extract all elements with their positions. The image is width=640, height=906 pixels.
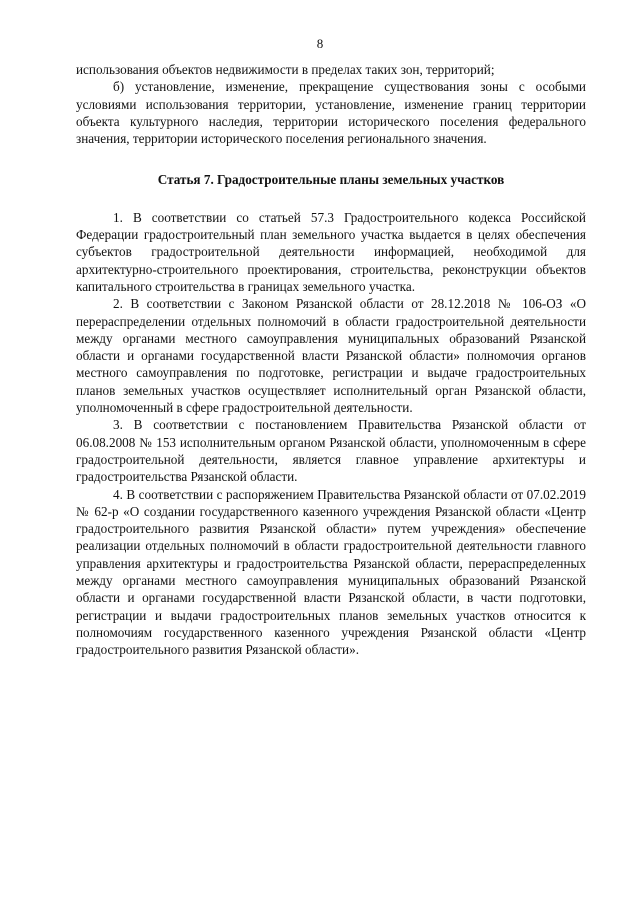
article-paragraph-1: 1. В соответствии со статьей 57.3 Градостроительного кодекса Российской Федерации градостроительный план земельного участка выдается в целях обеспечения субъектов градостроительной деятельности информацией, необходимой для архитектурно-строительного проектирования, строительства, реконструкции объектов капитального строительства в границах земельного участка.: [76, 209, 586, 294]
paragraph-continuation: использования объектов недвижимости в пределах таких зон, территорий;: [76, 62, 495, 77]
document-body: [76, 61, 586, 659]
article-heading: Статья 7. Градостроительные планы земельных участков: [157, 172, 505, 188]
article-paragraph-4: 4. В соответствии с распоряжением Правительства Рязанской области от 07.02.2019 № 62-р «О создании государственного казенного учреждения Рязанской области «Центр градостроительного развития Рязанской области» путем учреждения» обеспечение реализации отдельных полномочий в области градостроительной деятельности главного управления архитектуры и градостроительства Рязанской области, перераспределенных между органами местного самоуправления муниципальных образований Рязанской области и органами государственной власти Рязанской области, в части подготовки, регистрации и выдачи градостроительных планов земельных участков относится к полномочиям государственного казенного учреждения Рязанской области «Центр градостроительного развития Рязанской области».: [76, 486, 586, 658]
article-paragraph-2: 2. В соответствии с Законом Рязанской области от 28.12.2018 № 106-ОЗ «О перераспределении отдельных полномочий в области градостроительной деятельности между органами местного самоуправления муниципальных образований Рязанской области и органами государственной власти Рязанской области» полномочия органов местного самоуправления по подготовке, регистрации и выдаче градостроительных планов земельных участков осуществляет исполнительный орган Рязанской области, уполномоченный в сфере градостроительной деятельности.: [76, 296, 586, 416]
article-paragraph-3: 3. В соответствии с постановлением Правительства Рязанской области от 06.08.2008 № 153 исполнительным органом Рязанской области, уполномоченным в сфере градостроительной деятельности, является главное управление архитектуры и градостроительства Рязанской области.: [76, 417, 586, 485]
page-number: 8: [316, 36, 324, 51]
paragraph-item-b: б) установление, изменение, прекращение существования зоны с особыми условиями использования территории, установление, изменение границ территории объекта культурного наследия, территории исторического поселения федерального значения, территории исторического поселения регионального значения.: [76, 79, 586, 147]
